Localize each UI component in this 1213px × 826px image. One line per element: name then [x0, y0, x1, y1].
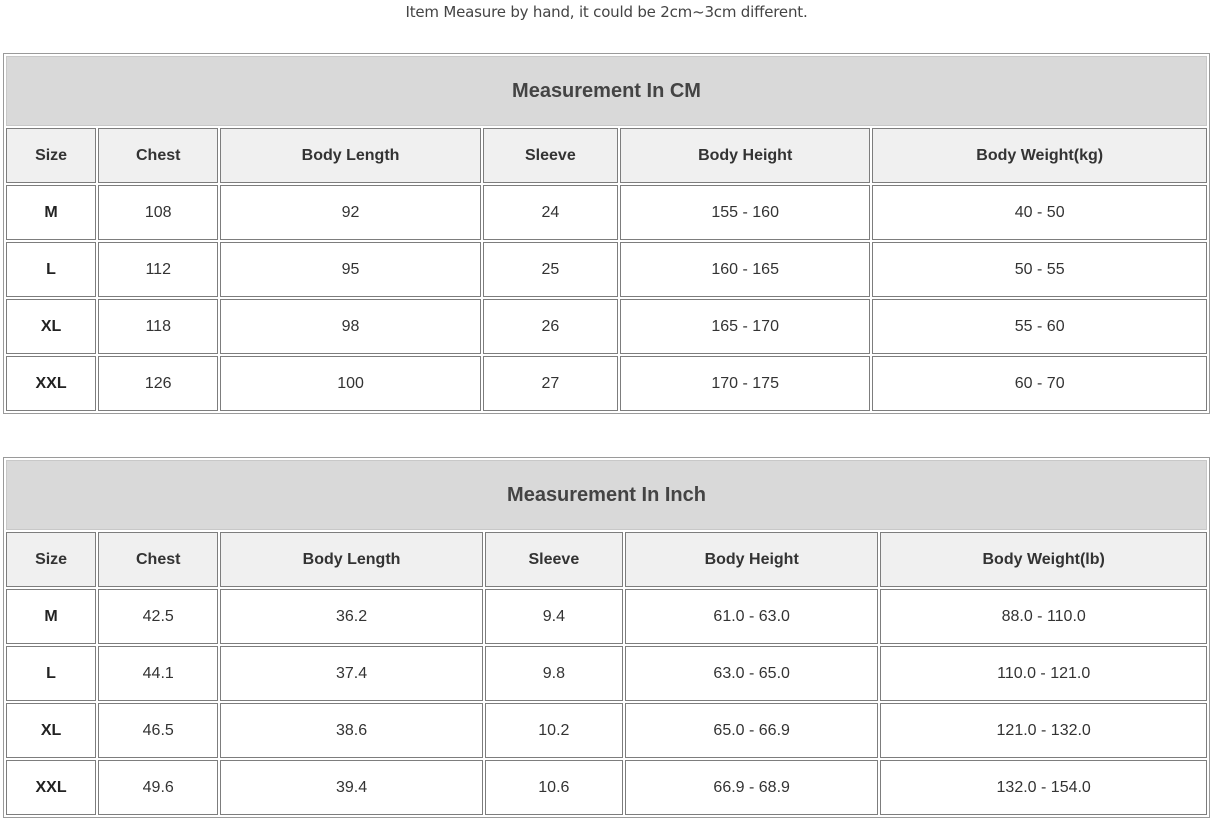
body-height-cell: 160 - 165 — [620, 242, 870, 297]
column-header-body-weight: Body Weight(kg) — [872, 128, 1207, 183]
size-cell: XXL — [6, 356, 96, 411]
body-weight-cell: 55 - 60 — [872, 299, 1207, 354]
body-length-cell: 37.4 — [220, 646, 482, 701]
table-title: Measurement In CM — [6, 56, 1207, 126]
column-header-size: Size — [6, 128, 96, 183]
body-length-cell: 98 — [220, 299, 480, 354]
body-weight-cell: 132.0 - 154.0 — [880, 760, 1207, 815]
body-height-cell: 155 - 160 — [620, 185, 870, 240]
body-height-cell: 65.0 - 66.9 — [625, 703, 878, 758]
chest-cell: 108 — [98, 185, 218, 240]
sleeve-cell: 9.4 — [485, 589, 623, 644]
body-height-cell: 63.0 - 65.0 — [625, 646, 878, 701]
chest-cell: 49.6 — [98, 760, 218, 815]
sleeve-cell: 27 — [483, 356, 618, 411]
body-length-cell: 36.2 — [220, 589, 482, 644]
table-title: Measurement In Inch — [6, 460, 1207, 530]
table-row — [6, 242, 1207, 297]
body-height-cell: 66.9 - 68.9 — [625, 760, 878, 815]
chest-cell: 126 — [98, 356, 218, 411]
column-header-body-length: Body Length — [220, 128, 480, 183]
table-row — [6, 299, 1207, 354]
sleeve-cell: 26 — [483, 299, 618, 354]
table-header-row — [6, 532, 1207, 587]
column-header-body-weight: Body Weight(lb) — [880, 532, 1207, 587]
column-header-sleeve: Sleeve — [483, 128, 618, 183]
chest-cell: 118 — [98, 299, 218, 354]
table-row — [6, 646, 1207, 701]
size-cell: XXL — [6, 760, 96, 815]
sleeve-cell: 9.8 — [485, 646, 623, 701]
body-weight-cell: 50 - 55 — [872, 242, 1207, 297]
size-cell: L — [6, 242, 96, 297]
body-length-cell: 39.4 — [220, 760, 482, 815]
body-height-cell: 61.0 - 63.0 — [625, 589, 878, 644]
chest-cell: 46.5 — [98, 703, 218, 758]
column-header-chest: Chest — [98, 128, 218, 183]
body-height-cell: 165 - 170 — [620, 299, 870, 354]
size-cell: XL — [6, 299, 96, 354]
column-header-body-length: Body Length — [220, 532, 482, 587]
size-cell: L — [6, 646, 96, 701]
column-header-body-height: Body Height — [625, 532, 878, 587]
table-header-row — [6, 128, 1207, 183]
body-length-cell: 95 — [220, 242, 480, 297]
size-table-cm — [3, 53, 1210, 414]
body-weight-cell: 110.0 - 121.0 — [880, 646, 1207, 701]
table-row — [6, 703, 1207, 758]
size-table-inch — [3, 457, 1210, 818]
chest-cell: 44.1 — [98, 646, 218, 701]
body-weight-cell: 40 - 50 — [872, 185, 1207, 240]
size-cell: M — [6, 589, 96, 644]
body-weight-cell: 88.0 - 110.0 — [880, 589, 1207, 644]
measurement-note: Item Measure by hand, it could be 2cm~3cm different. — [405, 3, 808, 21]
size-cell: XL — [6, 703, 96, 758]
table-title-row — [6, 56, 1207, 126]
sleeve-cell: 10.2 — [485, 703, 623, 758]
body-weight-cell: 121.0 - 132.0 — [880, 703, 1207, 758]
sleeve-cell: 25 — [483, 242, 618, 297]
table-row — [6, 760, 1207, 815]
body-length-cell: 100 — [220, 356, 480, 411]
sleeve-cell: 10.6 — [485, 760, 623, 815]
table-row — [6, 589, 1207, 644]
table-row — [6, 356, 1207, 411]
chest-cell: 112 — [98, 242, 218, 297]
table-title-row — [6, 460, 1207, 530]
body-weight-cell: 60 - 70 — [872, 356, 1207, 411]
column-header-chest: Chest — [98, 532, 218, 587]
size-cell: M — [6, 185, 96, 240]
column-header-size: Size — [6, 532, 96, 587]
body-length-cell: 38.6 — [220, 703, 482, 758]
column-header-sleeve: Sleeve — [485, 532, 623, 587]
column-header-body-height: Body Height — [620, 128, 870, 183]
body-height-cell: 170 - 175 — [620, 356, 870, 411]
chest-cell: 42.5 — [98, 589, 218, 644]
table-row — [6, 185, 1207, 240]
body-length-cell: 92 — [220, 185, 480, 240]
sleeve-cell: 24 — [483, 185, 618, 240]
